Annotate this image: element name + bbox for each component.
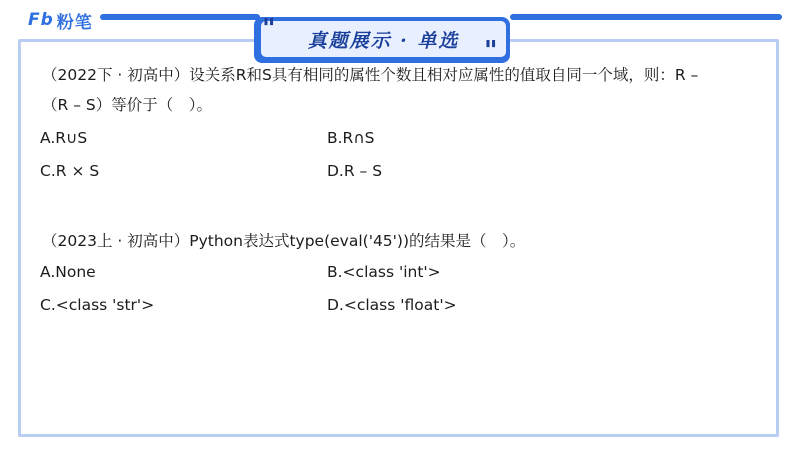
- close-quote-icon: ": [484, 36, 498, 66]
- question-2-option-a: A.None: [40, 263, 96, 281]
- logo-text: 粉笔: [56, 12, 93, 33]
- question-1-option-d: D.R – S: [327, 162, 383, 180]
- question-1-line-1: （2022下 · 初高中）设关系R和S具有相同的属性个数且相对应属性的值取自同一个域，则：R –: [42, 66, 699, 84]
- logo-mark: Fb: [28, 10, 54, 30]
- question-1-line-2: （R – S）等价于（ ）。: [42, 96, 212, 114]
- question-1-option-c: C.R × S: [40, 162, 100, 180]
- question-2-option-d: D.<class 'float'>: [327, 296, 457, 314]
- open-quote-icon: ": [262, 14, 276, 44]
- question-2-option-c: C.<class 'str'>: [40, 296, 155, 314]
- header-bar-right: [510, 14, 782, 20]
- question-1-option-a: A.R∪S: [40, 129, 88, 147]
- banner-title: 真题展示 · 单选: [307, 29, 460, 52]
- question-2-line-1: （2023上 · 初高中）Python表达式type(eval('45'))的结果是（ ）。: [42, 232, 526, 250]
- question-1-option-b: B.R∩S: [327, 129, 375, 147]
- question-2-option-b: B.<class 'int'>: [327, 263, 441, 281]
- section-banner: [259, 19, 508, 59]
- header-bar-left: [100, 14, 260, 20]
- fenbi-logo: [28, 9, 93, 31]
